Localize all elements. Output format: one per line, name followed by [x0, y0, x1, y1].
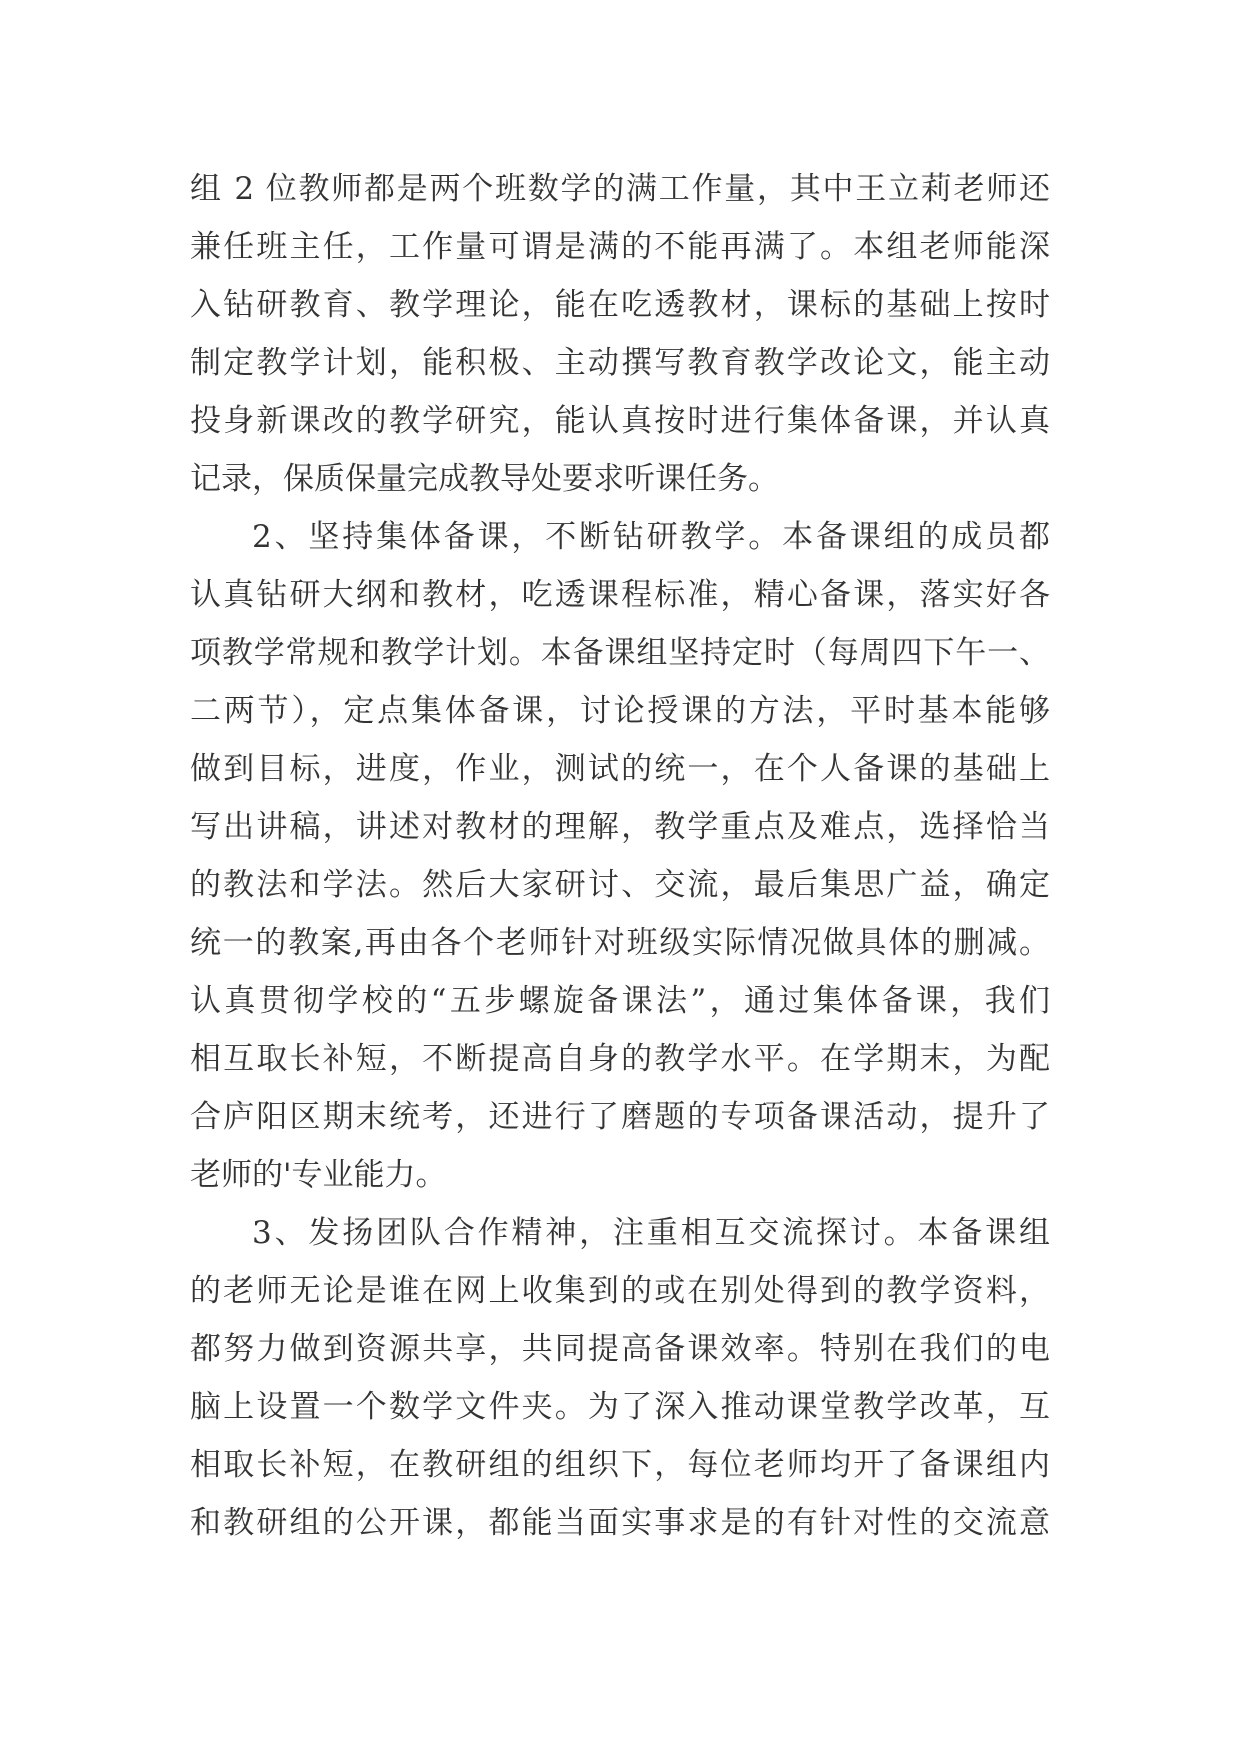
text-line: 相互取长补短，不断提高自身的教学水平。在学期末，为配	[190, 1041, 1050, 1077]
text-line: 的教法和学法。然后大家研讨、交流，最后集思广益，确定	[190, 867, 1050, 903]
text-line: 投身新课改的教学研究，能认真按时进行集体备课，并认真	[190, 403, 1050, 439]
paragraph-2	[190, 508, 1050, 1204]
text-line: 做到目标，进度，作业，测试的统一，在个人备课的基础上	[190, 751, 1050, 787]
text-line: 和教研组的公开课，都能当面实事求是的有针对性的交流意	[190, 1505, 1050, 1541]
text-line: 二两节），定点集体备课，讨论授课的方法，平时基本能够	[190, 693, 1050, 729]
text-line: 写出讲稿，讲述对教材的理解，教学重点及难点，选择恰当	[190, 809, 1050, 845]
text-line: 认真钻研大纲和教材，吃透课程标准，精心备课，落实好各	[190, 577, 1050, 613]
text-line: 认真贯彻学校的“五步螺旋备课法”，通过集体备课，我们	[190, 983, 1050, 1019]
text-line: 兼任班主任，工作量可谓是满的不能再满了。本组老师能深	[190, 229, 1050, 265]
paragraph-1	[190, 160, 1050, 508]
text-line: 脑上设置一个数学文件夹。为了深入推动课堂教学改革，互	[190, 1389, 1050, 1425]
text-line: 记录，保质保量完成教导处要求听课任务。	[190, 461, 779, 497]
document-body	[190, 160, 1050, 1552]
paragraph-3	[190, 1204, 1050, 1552]
text-line: 老师的'专业能力。	[190, 1157, 447, 1193]
text-line: 合庐阳区期末统考，还进行了磨题的专项备课活动，提升了	[190, 1099, 1050, 1135]
text-line: 组 2 位教师都是两个班数学的满工作量，其中王立莉老师还	[190, 171, 1050, 207]
text-line: 的老师无论是谁在网上收集到的或在别处得到的教学资料，	[190, 1273, 1050, 1309]
text-line: 2、坚持集体备课，不断钻研教学。本备课组的成员都	[252, 519, 1050, 555]
text-line: 都努力做到资源共享，共同提高备课效率。特别在我们的电	[190, 1331, 1050, 1367]
text-line: 制定教学计划，能积极、主动撰写教育教学改论文，能主动	[190, 345, 1050, 381]
text-line: 3、发扬团队合作精神，注重相互交流探讨。本备课组	[252, 1215, 1050, 1251]
text-line: 项教学常规和教学计划。本备课组坚持定时（每周四下午一、	[190, 635, 1050, 671]
text-line: 入钻研教育、教学理论，能在吃透教材，课标的基础上按时	[190, 287, 1050, 323]
text-line: 统一的教案,再由各个老师针对班级实际情况做具体的删减。	[190, 925, 1050, 961]
text-line: 相取长补短，在教研组的组织下，每位老师均开了备课组内	[190, 1447, 1050, 1483]
